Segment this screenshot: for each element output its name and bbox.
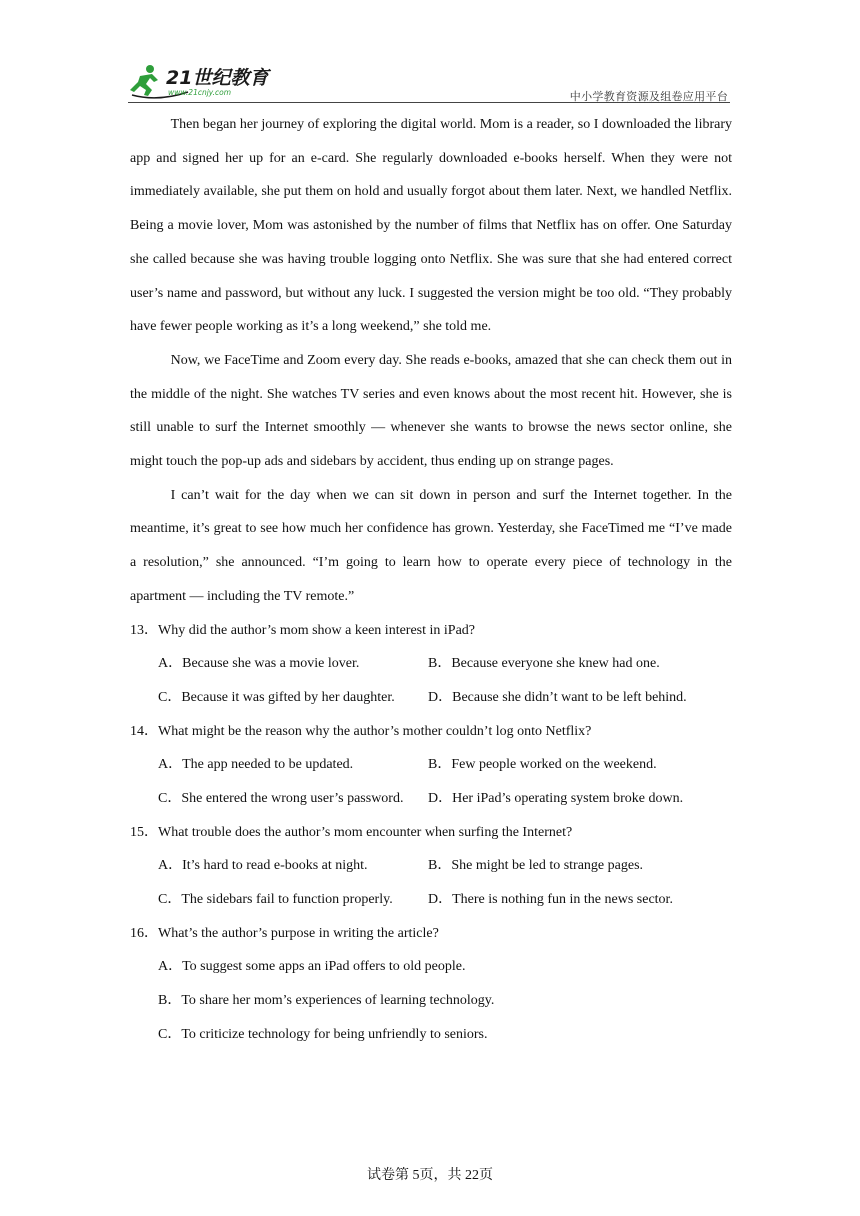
page-number-footer: 试卷第 5页，共 22页: [367, 1168, 493, 1183]
passage-paragraph: Then began her journey of exploring the digital world. Mom is a reader, so I downloaded the library app and signed her up for an e-card. She regularly downloaded e-books herself. When they were not immediately available, she put them on hold and usually forgot about them later. Next, we handled Netflix. Being a movie lover, Mom was astonished by the number of films that Netflix has on offer. One Saturday she called because she was having trouble logging onto Netflix. She was sure that she had entered correct user’s name and password, but without any luck. I suggested the version might be too old. “They probably have fewer people working as it’s a long weekend,” she told me.: [130, 117, 732, 335]
21cnjy-logo: [128, 62, 278, 102]
question-13: [130, 614, 732, 715]
question-stem: 13．Why did the author’s mom show a keen interest in iPad?: [130, 622, 476, 638]
question-stem: 16．What’s the author’s purpose in writing the article?: [130, 925, 439, 941]
option-row: [130, 883, 732, 917]
option-b: B．To share her mom’s experiences of learning technology.: [158, 993, 495, 1009]
passage-paragraph: Now, we FaceTime and Zoom every day. She reads e-books, amazed that she can check them out in the middle of the night. She watches TV series and even knows about the most recent hit. However, she is still unable to surf the Internet smoothly — whenever she wants to browse the news sector online, she might touch the pop-up ads and sidebars by accident, thus ending up on strange pages.: [130, 352, 732, 470]
option-c: C．She entered the wrong user’s password.: [158, 791, 404, 807]
option-row: [130, 950, 732, 984]
option-c: C．To criticize technology for being unfriendly to seniors.: [158, 1026, 488, 1042]
question-15: [130, 816, 732, 917]
page-header: [128, 62, 730, 104]
option-row: [130, 849, 732, 883]
header-divider: [128, 102, 730, 103]
option-b: B．Because everyone she knew had one.: [428, 656, 660, 672]
option-row: [130, 782, 732, 816]
logo-url-text: www.21cnjy.com: [168, 88, 232, 97]
option-d: D．Because she didn’t want to be left behind.: [428, 689, 687, 705]
option-row: [130, 1018, 732, 1052]
option-row: [130, 647, 732, 681]
platform-slogan: 中小学教育资源及组卷应用平台: [569, 90, 728, 103]
question-14: [130, 715, 732, 816]
passage-paragraph: I can’t wait for the day when we can sit down in person and surf the Internet together. In the meantime, it’s great to see how much her confidence has grown. Yesterday, she FaceTimed me “I’ve made a resolution,” she announced. “I’m going to learn how to operate every piece of technology in the apartment — including the TV remote.”: [130, 487, 732, 604]
option-a: A．Because she was a movie lover.: [158, 656, 360, 672]
option-row: [130, 681, 732, 715]
option-b: B．She might be led to strange pages.: [428, 858, 644, 874]
option-row: [130, 984, 732, 1018]
question-stem: 14．What might be the reason why the author’s mother couldn’t log onto Netflix?: [130, 723, 592, 739]
option-d: D．Her iPad’s operating system broke down.: [428, 791, 684, 807]
question-stem: 15．What trouble does the author’s mom encounter when surfing the Internet?: [130, 824, 573, 840]
logo-brand-text: 21世纪教育: [166, 67, 269, 89]
option-d: D．There is nothing fun in the news sector.: [428, 892, 673, 908]
question-16: [130, 917, 732, 1052]
option-c: C．The sidebars fail to function properly.: [158, 892, 393, 908]
option-a: A．To suggest some apps an iPad offers to old people.: [158, 959, 466, 975]
option-c: C．Because it was gifted by her daughter.: [158, 689, 395, 705]
exam-content: [130, 108, 732, 1052]
option-a: A．The app needed to be updated.: [158, 757, 354, 773]
option-row: [130, 748, 732, 782]
option-a: A．It’s hard to read e-books at night.: [158, 858, 368, 874]
option-b: B．Few people worked on the weekend.: [428, 757, 657, 773]
